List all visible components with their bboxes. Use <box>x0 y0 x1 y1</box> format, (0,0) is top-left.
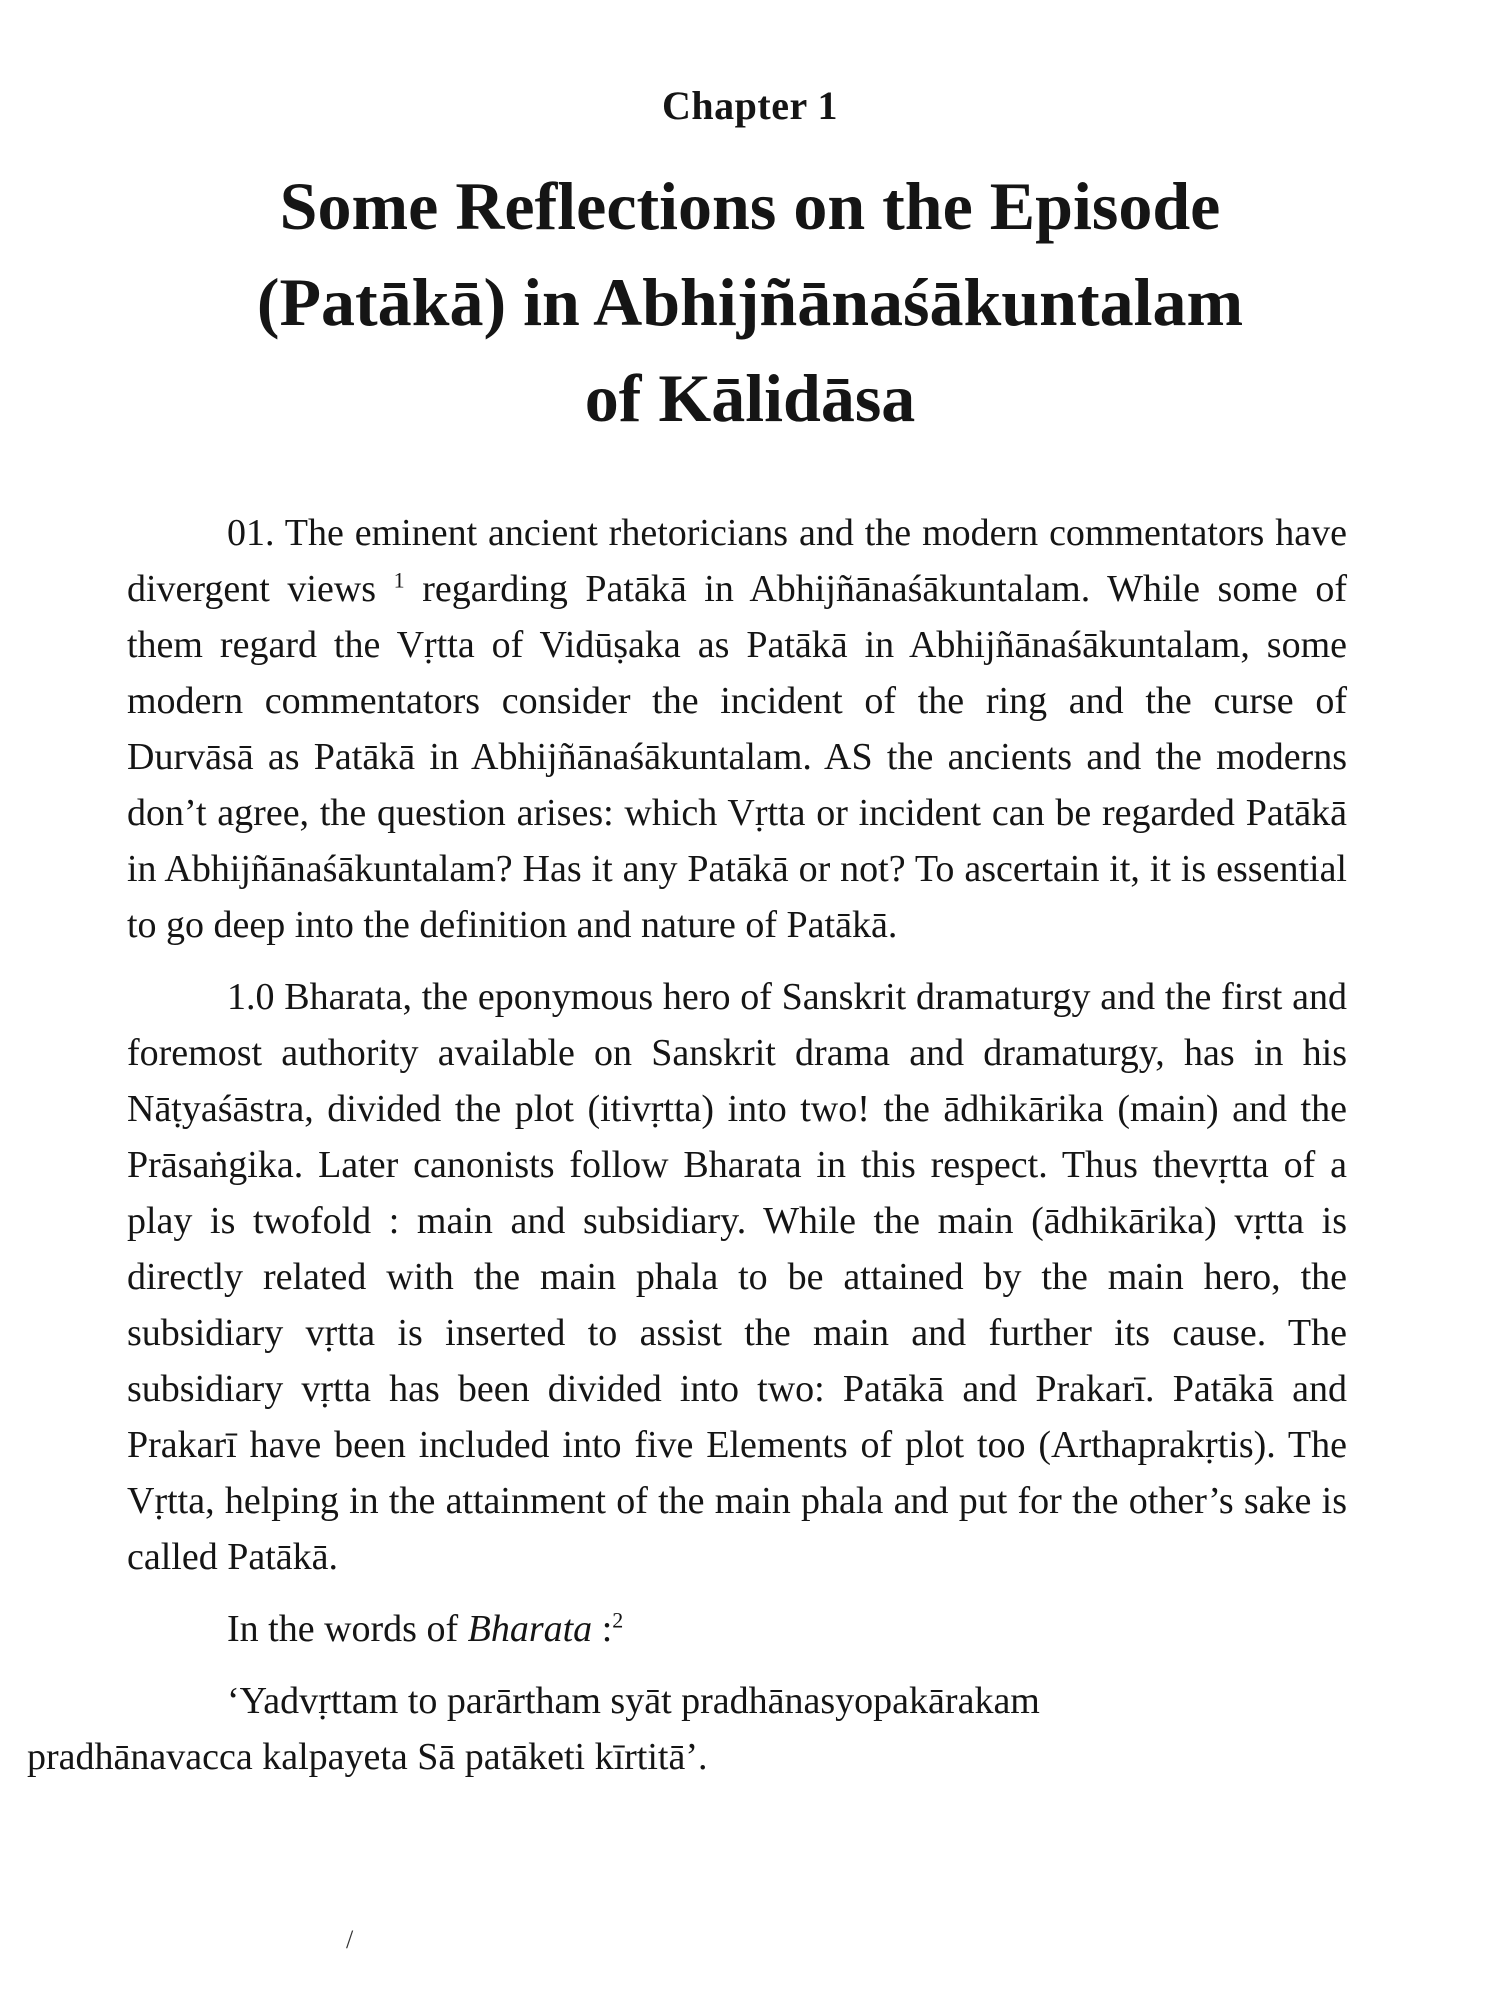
paragraph-1 <box>127 505 1347 953</box>
quote-intro-author: Bharata <box>467 1608 593 1650</box>
chapter-title-line: (Patākā) in Abhijñānaśākuntalam <box>256 264 1244 340</box>
chapter-title-line: Some Reflections on the Episode <box>279 168 1221 244</box>
paragraph-1-text-a: 01. The eminent ancient rhetoricians and the modern commentators have divergent views <box>127 512 1347 610</box>
chapter-title-line: of Kālidāsa <box>584 360 916 436</box>
sanskrit-quote-line-1: ‘Yadvṛttam to parārtham syāt pradhānasyopakārakam <box>227 1680 1040 1722</box>
footnote-ref-2: 2 <box>612 1607 624 1633</box>
footnote-ref-1: 1 <box>393 567 405 593</box>
quote-intro-suffix: : <box>592 1608 613 1650</box>
sanskrit-quote <box>27 1673 1347 1785</box>
page-footer-mark: / <box>346 1925 354 1954</box>
chapter-body <box>27 505 1347 1785</box>
quote-intro <box>127 1601 1347 1657</box>
chapter-title <box>100 158 1400 446</box>
paragraph-1-text-b: regarding Patākā in Abhijñānaśākuntalam. While some of them regard the Vṛtta of Vidūṣaka as Patākā in Abhijñānaśākuntalam, some modern commentators consider the incident of the ring and the curse of Durvāsā as Patākā in Abhijñānaśākuntalam. AS the ancients and the moderns don’t agree, the question arises: which Vṛtta or incident can be regarded Patākā in Abhijñānaśākuntalam? Has it any Patākā or not? To ascertain it, it is essential to go deep into the definition and nature of Patākā. <box>127 568 1347 946</box>
sanskrit-quote-line-2: pradhānavacca kalpayeta Sā patāketi kīrtitā’. <box>27 1736 708 1778</box>
paragraph-2: 1.0 Bharata, the eponymous hero of Sanskrit dramaturgy and the first and foremost authority available on Sanskrit drama and dramaturgy, has in his Nāṭyaśāstra, divided the plot (itivṛtta) into two! the ādhikārika (main) and the Prāsaṅgika. Later canonists follow Bharata in this respect. Thus thevṛtta of a play is twofold : main and subsidiary. While the main (ādhikārika) vṛtta is directly related with the main phala to be attained by the main hero, the subsidiary vṛtta is inserted to assist the main and further its cause. The subsidiary vṛtta has been divided into two: Patākā and Prakarī. Patākā and Prakarī have been included into five Elements of plot too (Arthaprakṛtis). The Vṛtta, helping in the attainment of the main phala and put for the other’s sake is called Patākā. <box>127 976 1347 1578</box>
chapter-label: Chapter 1 <box>662 83 838 128</box>
quote-intro-prefix: In the words of <box>227 1608 468 1650</box>
